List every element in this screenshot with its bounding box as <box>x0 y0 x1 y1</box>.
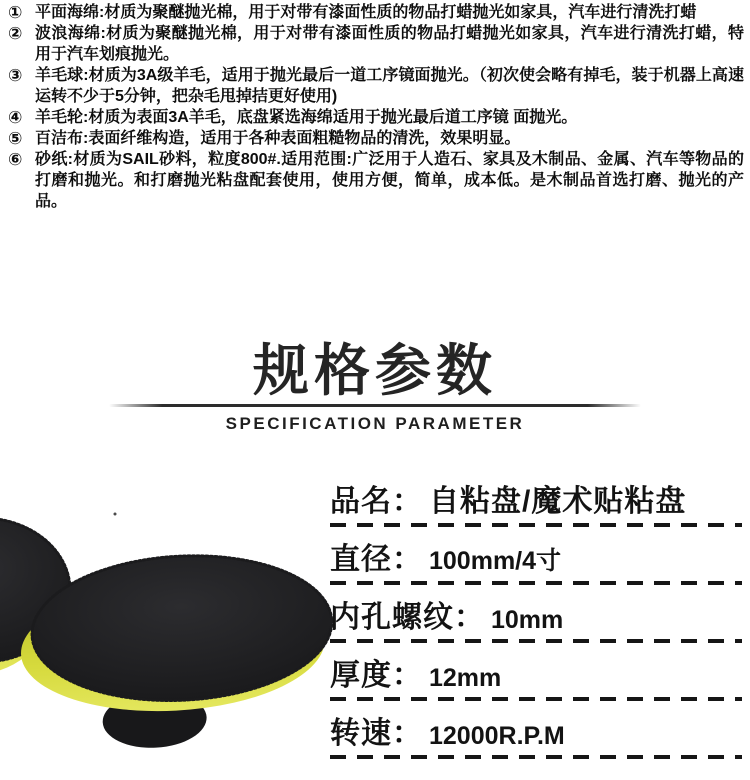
spec-label: 品名： <box>330 485 423 518</box>
feature-text: 羊毛轮:材质为表面3A羊毛，底盘紧选海绵适用于抛光最后道工序镜 面抛光。 <box>35 109 578 126</box>
divider-line <box>109 404 641 407</box>
feature-list-item <box>8 149 744 212</box>
spec-label: 内孔螺纹： <box>330 601 485 634</box>
spec-value: 12000R.P.M <box>429 722 565 750</box>
spec-row <box>330 585 742 643</box>
spec-sheet <box>330 469 742 759</box>
spec-value: 12mm <box>429 664 502 692</box>
pad-velcro-face <box>28 548 335 708</box>
section-header <box>0 339 750 434</box>
spec-row <box>330 643 742 701</box>
feature-list-item <box>8 2 744 23</box>
spec-label: 转速： <box>330 717 423 750</box>
section-title: 规格参数 <box>253 339 497 402</box>
spec-value: 100mm/4寸 <box>429 547 562 575</box>
feature-number-badge: ③ <box>8 66 23 85</box>
dashed-underline <box>330 755 742 759</box>
spec-row <box>330 701 742 759</box>
section-subtitle: SPECIFICATION PARAMETER <box>225 414 525 433</box>
spec-row <box>330 527 742 585</box>
spec-value: 自粘盘/魔术贴粘盘 <box>429 485 687 518</box>
feature-number-badge: ⑥ <box>8 150 23 169</box>
feature-text: 羊毛球:材质为3A级羊毛，适用于抛光最后一道工序镜面抛光。（初次使会略有掉毛，装于机器上高速运转不少于5分钟，把杂毛甩掉拮更好使用) <box>35 67 744 105</box>
dust-speck <box>114 513 117 516</box>
spec-value: 10mm <box>491 606 564 634</box>
product-photo <box>0 480 335 780</box>
feature-list-item <box>8 128 744 149</box>
spec-label: 厚度： <box>330 659 423 692</box>
spec-label: 直径： <box>330 543 423 576</box>
feature-number-badge: ② <box>8 24 23 43</box>
feature-text: 百洁布:表面纤维构造，适用于各种表面粗糙物品的清洗，效果明显。 <box>35 130 521 147</box>
spec-row <box>330 469 742 527</box>
feature-list <box>8 2 744 212</box>
feature-number-badge: ① <box>8 3 23 22</box>
feature-list-item <box>8 23 744 65</box>
feature-list-item <box>8 65 744 107</box>
feature-number-badge: ④ <box>8 108 23 127</box>
feature-text: 平面海绵:材质为聚醚抛光棉，用于对带有漆面性质的物品打蜡抛光如家具，汽车进行清洗打蜡 <box>35 4 697 21</box>
feature-list-item <box>8 107 744 128</box>
feature-text: 砂纸:材质为SAIL砂料，粒度800#.适用范围:广泛用于人造石、家具及木制品、金属、汽车等物品的打磨和抛光。和打磨抛光粘盘配套使用，使用方便，简单，成本低。是木制品首选打磨、抛光的产品。 <box>35 151 744 210</box>
feature-text: 波浪海绵:材质为聚醚抛光棉，用于对带有漆面性质的物品打蜡抛光如家具，汽车进行清洗打蜡，特用于汽车划痕抛光。 <box>35 25 744 63</box>
feature-number-badge: ⑤ <box>8 129 23 148</box>
